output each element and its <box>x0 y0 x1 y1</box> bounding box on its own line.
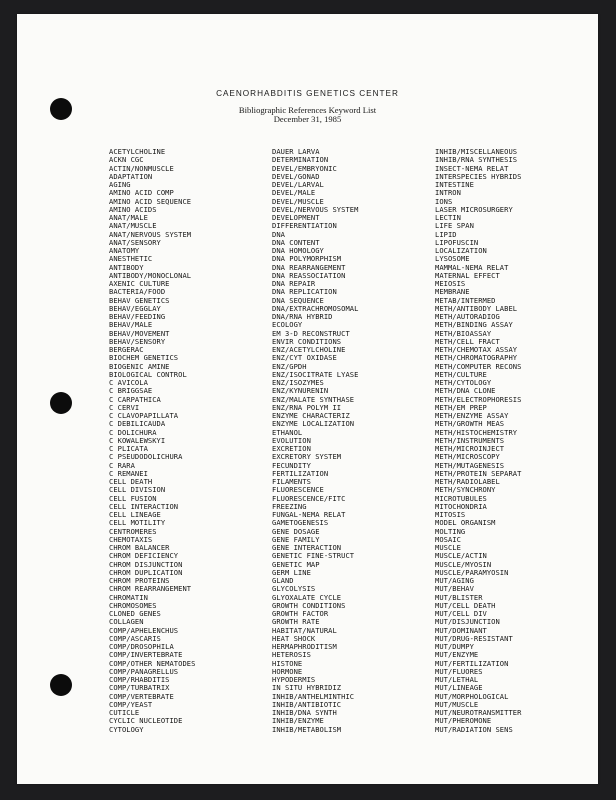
keyword-entry: METH/BINDING ASSAY <box>435 320 513 330</box>
keyword-entry: INHIB/MISCELLANEOUS <box>435 147 518 156</box>
keyword-entry: MUT/FERTILIZATION <box>435 658 509 668</box>
keyword-entry: BEHAV/MALE <box>109 320 153 330</box>
keyword-entry: CYCLIC NUCLEOTIDE <box>109 716 183 726</box>
keyword-entry: DETERMINATION <box>272 155 329 165</box>
keyword-entry: GENE INTERACTION <box>272 543 342 552</box>
keyword-entry: METH/MUTAGENESIS <box>435 460 505 470</box>
keyword-entry: METH/EM PREP <box>435 402 487 412</box>
keyword-entry: METH/CELL FRACT <box>435 336 500 346</box>
keyword-entry: MUSCLE/MYOSIN <box>435 559 492 569</box>
keyword-entry: MEIOSIS <box>435 279 466 288</box>
keyword-entry: CHROM BALANCER <box>109 543 170 552</box>
keyword-entry: CENTROMERES <box>109 526 157 536</box>
keyword-entry: IN SITU HYBRIDIZ <box>272 683 342 693</box>
keyword-entry: DNA REARRANGEMENT <box>272 262 346 272</box>
keyword-entry: EVOLUTION <box>272 435 311 445</box>
keyword-entry: GERM LINE <box>272 567 311 577</box>
keyword-entry: METH/MICROINJECT <box>435 444 505 453</box>
keyword-entry: EM 3-D RECONSTRUCT <box>272 328 350 338</box>
keyword-entry: COLLAGEN <box>109 617 144 627</box>
keyword-entry: GENETIC MAP <box>272 559 320 569</box>
keyword-entry: DNA REPLICATION <box>272 287 337 297</box>
keyword-entry: MUT/DRUG-RESISTANT <box>435 633 513 643</box>
keyword-entry: DEVEL/NERVOUS SYSTEM <box>272 204 359 214</box>
keyword-entry: DIFFERENTIATION <box>272 221 337 231</box>
keyword-entry: BEHAV/FEEDING <box>109 312 166 321</box>
keyword-entry: MUT/MUSCLE <box>435 699 479 709</box>
keyword-entry: CHROM DISJUNCTION <box>109 559 183 569</box>
keyword-entry: GENE FAMILY <box>272 534 320 544</box>
keyword-entry: COMP/DROSOPHILA <box>109 642 174 651</box>
keyword-entry: MUSCLE/PARAMYOSIN <box>435 567 509 577</box>
keyword-entry: BEHAV/SENSORY <box>109 336 166 346</box>
keyword-entry: COMP/ASCARIS <box>109 633 161 643</box>
keyword-entry: METH/ANTIBODY LABEL <box>435 303 518 313</box>
keyword-entry: AGING <box>109 180 131 189</box>
keyword-entry: CELL LINEAGE <box>109 510 161 519</box>
keyword-entry: C CLAVOPAPILLATA <box>109 411 179 420</box>
keyword-entry: METH/RADIOLABEL <box>435 477 500 486</box>
keyword-entry: METH/SYNCHRONY <box>435 485 496 495</box>
keyword-entry: METH/DNA CLONE <box>435 386 496 396</box>
keyword-entry: ENZ/ACETYLCHOLINE <box>272 345 346 354</box>
keyword-column-2 <box>272 148 358 734</box>
keyword-entry: MICROTUBULES <box>435 493 487 503</box>
document-page <box>17 14 598 784</box>
keyword-entry: GROWTH FACTOR <box>272 609 329 618</box>
keyword-entry: ENZ/KYNURENIN <box>272 386 329 396</box>
keyword-entry: ANESTHETIC <box>109 254 153 264</box>
keyword-entry: INHIB/RNA SYNTHESIS <box>435 155 518 165</box>
keyword-entry: HORMONE <box>272 666 303 676</box>
keyword-entry: ANAT/NERVOUS SYSTEM <box>109 229 192 239</box>
keyword-entry: LYSOSOME <box>435 254 470 264</box>
keyword-entry: MUT/LINEAGE <box>435 683 483 693</box>
keyword-entry: MUT/DUMPY <box>435 642 474 651</box>
keyword-entry: ACETYLCHOLINE <box>109 147 166 156</box>
keyword-entry: C PSEUDODOLICHURA <box>109 452 183 462</box>
keyword-entry: ANTIBODY/MONOCLONAL <box>109 270 192 280</box>
keyword-entry: MATERNAL EFFECT <box>435 270 500 280</box>
keyword-entry: C KOWALEWSKYI <box>109 435 166 445</box>
keyword-entry: CELL INTERACTION <box>109 501 179 511</box>
keyword-entry: ENZYME LOCALIZATION <box>272 419 355 429</box>
keyword-entry: HYPODERMIS <box>272 675 316 684</box>
keyword-entry: CELL MOTILITY <box>109 518 166 528</box>
keyword-entry: DNA REPAIR <box>272 279 316 288</box>
keyword-entry: C CERVI <box>109 402 140 412</box>
keyword-entry: INHIB/METABOLISM <box>272 724 342 734</box>
keyword-entry: MUT/ENZYME <box>435 650 479 660</box>
keyword-entry: MODEL ORGANISM <box>435 518 496 528</box>
keyword-entry: MUT/PHEROMONE <box>435 716 492 726</box>
keyword-entry: COMP/VERTEBRATE <box>109 691 174 701</box>
keyword-entry: CHROM DUPLICATION <box>109 567 183 577</box>
keyword-entry: METH/ELECTROPHORESIS <box>435 394 522 404</box>
keyword-entry: BACTERIA/FOOD <box>109 287 166 297</box>
keyword-entry: FREEZING <box>272 501 307 511</box>
keyword-entry: DEVEL/MUSCLE <box>272 196 324 206</box>
keyword-entry: MITOSIS <box>435 510 466 519</box>
keyword-entry: COMP/RHABDITIS <box>109 675 170 684</box>
keyword-entry: HETEROSIS <box>272 650 311 660</box>
keyword-entry: ACTIN/NONMUSCLE <box>109 163 174 173</box>
keyword-entry: HISTONE <box>272 658 303 668</box>
keyword-entry: ENZ/RNA POLYM II <box>272 402 342 412</box>
keyword-entry: INHIB/DNA SYNTH <box>272 708 337 717</box>
keyword-entry: C PLICATA <box>109 444 148 453</box>
document-date: December 31, 1985 <box>273 114 342 124</box>
keyword-entry: BEHAV GENETICS <box>109 295 170 305</box>
keyword-entry: FERTILIZATION <box>272 468 329 478</box>
keyword-entry: METH/PROTEIN SEPARAT <box>435 468 522 478</box>
keyword-entry: CLONED GENES <box>109 609 161 618</box>
keyword-entry: LECTIN <box>435 213 461 222</box>
keyword-entry: DEVELOPMENT <box>272 213 320 222</box>
keyword-entry: METAB/INTERMED <box>435 295 496 305</box>
keyword-entry: GENETIC FINE-STRUCT <box>272 551 355 561</box>
keyword-entry: METH/MICROSCOPY <box>435 452 500 462</box>
keyword-entry: METH/INSTRUMENTS <box>435 435 505 445</box>
keyword-entry: ACKN CGC <box>109 155 144 165</box>
keyword-entry: C BRIGGSAE <box>109 386 153 396</box>
punch-hole <box>50 392 72 414</box>
keyword-entry: MUT/BLISTER <box>435 592 483 602</box>
keyword-entry: ENZ/CYT OXIDASE <box>272 353 337 363</box>
keyword-entry: DNA/RNA HYBRID <box>272 312 333 321</box>
keyword-entry: MUT/CELL DIV <box>435 609 487 618</box>
keyword-entry: METH/CHEMOTAX ASSAY <box>435 345 518 354</box>
keyword-entry: DEVEL/LARVAL <box>272 180 324 189</box>
keyword-entry: AMINO ACIDS <box>109 204 157 214</box>
keyword-entry: CELL DEATH <box>109 477 153 486</box>
keyword-entry: INTRON <box>435 188 461 198</box>
keyword-entry: DAUER LARVA <box>272 147 320 156</box>
keyword-entry: C REMANEI <box>109 468 148 478</box>
keyword-entry: METH/HISTOCHEMISTRY <box>435 427 518 437</box>
keyword-entry: GROWTH RATE <box>272 617 320 627</box>
keyword-column-3 <box>435 148 521 734</box>
keyword-entry: GENE DOSAGE <box>272 526 320 536</box>
keyword-entry: FILAMENTS <box>272 477 311 486</box>
keyword-entry: METH/CULTURE <box>435 369 487 379</box>
keyword-entry: LOCALIZATION <box>435 246 487 255</box>
keyword-entry: METH/COMPUTER RECONS <box>435 361 522 371</box>
keyword-entry: ENZ/GPDH <box>272 361 307 371</box>
keyword-entry: CUTICLE <box>109 708 140 717</box>
keyword-entry: BEHAV/MOVEMENT <box>109 328 170 338</box>
keyword-entry: LIPID <box>435 229 457 239</box>
keyword-entry: GAMETOGENESIS <box>272 518 329 528</box>
keyword-entry: C DOLICHURA <box>109 427 157 437</box>
keyword-entry: METH/AUTORADIOG <box>435 312 500 321</box>
keyword-entry: C CARPATHICA <box>109 394 161 404</box>
keyword-entry: C RARA <box>109 460 135 470</box>
keyword-entry: MITOCHONDRIA <box>435 501 487 511</box>
keyword-entry: GROWTH CONDITIONS <box>272 600 346 610</box>
keyword-entry: LASER MICROSURGERY <box>435 204 513 214</box>
keyword-entry: MUT/DOMINANT <box>435 625 487 635</box>
keyword-entry: MOSAIC <box>435 534 461 544</box>
keyword-entry: ANAT/MALE <box>109 213 148 222</box>
keyword-entry: MUT/RADIATION SENS <box>435 724 513 734</box>
keyword-entry: MUSCLE <box>435 543 461 552</box>
keyword-entry: DNA POLYMORPHISM <box>272 254 342 264</box>
keyword-entry: COMP/TURBATRIX <box>109 683 170 693</box>
keyword-entry: EXCRETION <box>272 444 311 453</box>
keyword-entry: CHROM PROTEINS <box>109 576 170 585</box>
keyword-entry: BIOCHEM GENETICS <box>109 353 179 363</box>
keyword-entry: COMP/APHELENCHUS <box>109 625 179 635</box>
keyword-entry: HABITAT/NATURAL <box>272 625 337 635</box>
keyword-entry: DNA HOMOLOGY <box>272 246 324 255</box>
keyword-entry: CYTOLOGY <box>109 724 144 734</box>
keyword-entry: CHROMOSOMES <box>109 600 157 610</box>
keyword-entry: HERMAPHRODITISM <box>272 642 337 651</box>
subtitle-line: Bibliographic References Keyword List <box>238 105 377 115</box>
document-title: CAENORHABDITIS GENETICS CENTER <box>216 89 399 98</box>
keyword-entry: MAMMAL-NEMA RELAT <box>435 262 509 272</box>
keyword-entry: INTESTINE <box>435 180 474 189</box>
keyword-entry: BIOGENIC AMINE <box>109 361 170 371</box>
keyword-entry: COMP/OTHER NEMATODES <box>109 658 196 668</box>
keyword-entry: MUT/FLUORES <box>435 666 483 676</box>
keyword-entry: LIFE SPAN <box>435 221 474 231</box>
keyword-entry: FLUORESCENCE <box>272 485 324 495</box>
keyword-entry: ENZ/ISOZYMES <box>272 378 324 387</box>
keyword-entry: DEVEL/MALE <box>272 188 316 198</box>
keyword-entry: ENZ/MALATE SYNTHASE <box>272 394 355 404</box>
keyword-entry: IONS <box>435 196 453 206</box>
keyword-entry: DNA CONTENT <box>272 237 320 247</box>
keyword-entry: DNA REASSOCIATION <box>272 270 346 280</box>
keyword-entry: MUT/MORPHOLOGICAL <box>435 691 509 701</box>
keyword-entry: CELL DIVISION <box>109 485 166 495</box>
keyword-entry: HEAT SHOCK <box>272 633 316 643</box>
keyword-entry: FECUNDITY <box>272 460 311 470</box>
keyword-entry: METH/CHROMATOGRAPHY <box>435 353 518 363</box>
keyword-entry: MUT/CELL DEATH <box>435 600 496 610</box>
keyword-entry: ECOLOGY <box>272 320 303 330</box>
keyword-entry: INHIB/ANTHELMINTHIC <box>272 691 355 701</box>
keyword-entry: CHROMATIN <box>109 592 148 602</box>
keyword-entry: INSECT-NEMA RELAT <box>435 163 509 173</box>
keyword-entry: MUT/DISJUNCTION <box>435 617 500 627</box>
keyword-entry: GLYOXALATE CYCLE <box>272 592 342 602</box>
keyword-entry: MUT/BEHAV <box>435 584 474 594</box>
keyword-entry: ETHANOL <box>272 427 303 437</box>
keyword-entry: CHROM REARRANGEMENT <box>109 584 192 594</box>
keyword-entry: ANAT/SENSORY <box>109 237 161 247</box>
keyword-entry: CHROM DEFICIENCY <box>109 551 179 561</box>
keyword-entry: DEVEL/EMBRYONIC <box>272 163 337 173</box>
keyword-entry: C DEBILICAUDA <box>109 419 166 429</box>
keyword-entry: DNA <box>272 229 285 239</box>
keyword-entry: METH/GROWTH MEAS <box>435 419 505 429</box>
keyword-entry: ENZ/ISOCITRATE LYASE <box>272 369 359 379</box>
keyword-entry: BERGERAC <box>109 345 144 354</box>
keyword-entry: ENZYME CHARACTERIZ <box>272 411 350 420</box>
keyword-entry: COMP/YEAST <box>109 699 153 709</box>
keyword-entry: INTERSPECIES HYBRIDS <box>435 171 522 181</box>
punch-hole <box>50 674 72 696</box>
keyword-entry: AXENIC CULTURE <box>109 279 170 288</box>
document-subtitle <box>17 106 598 124</box>
keyword-entry: INHIB/ANTIBIOTIC <box>272 699 342 709</box>
keyword-entry: ENVIR CONDITIONS <box>272 336 342 346</box>
keyword-entry: ADAPTATION <box>109 171 153 181</box>
keyword-entry: FUNGAL-NEMA RELAT <box>272 510 346 519</box>
keyword-entry: DNA/EXTRACHROMOSOMAL <box>272 303 359 313</box>
keyword-entry: LIPOFUSCIN <box>435 237 479 247</box>
keyword-entry: ANTIBODY <box>109 262 144 272</box>
keyword-entry: MUSCLE/ACTIN <box>435 551 487 561</box>
keyword-entry: GLYCOLYSIS <box>272 584 316 594</box>
keyword-entry: BIOLOGICAL CONTROL <box>109 369 187 379</box>
keyword-entry: INHIB/ENZYME <box>272 716 324 726</box>
keyword-entry: METH/ENZYME ASSAY <box>435 411 509 420</box>
keyword-entry: CELL FUSION <box>109 493 157 503</box>
keyword-entry: CHEMOTAXIS <box>109 534 153 544</box>
keyword-entry: GLAND <box>272 576 294 585</box>
keyword-column-1 <box>109 148 195 734</box>
keyword-entry: EXCRETORY SYSTEM <box>272 452 342 462</box>
keyword-entry: DEVEL/GONAD <box>272 171 320 181</box>
keyword-entry: AMINO ACID COMP <box>109 188 174 198</box>
keyword-entry: ANATOMY <box>109 246 140 255</box>
keyword-entry: DNA SEQUENCE <box>272 295 324 305</box>
keyword-entry: COMP/PANAGRELLUS <box>109 666 179 676</box>
keyword-entry: AMINO ACID SEQUENCE <box>109 196 192 206</box>
keyword-entry: C AVICOLA <box>109 378 148 387</box>
keyword-entry: MOLTING <box>435 526 466 536</box>
keyword-entry: MUT/NEUROTRANSMITTER <box>435 708 522 717</box>
keyword-entry: FLUORESCENCE/FITC <box>272 493 346 503</box>
keyword-entry: MUT/LETHAL <box>435 675 479 684</box>
keyword-entry: METH/CYTOLOGY <box>435 378 492 387</box>
keyword-entry: ANAT/MUSCLE <box>109 221 157 231</box>
keyword-entry: METH/BIOASSAY <box>435 328 492 338</box>
keyword-entry: MEMBRANE <box>435 287 470 297</box>
keyword-entry: MUT/AGING <box>435 576 474 585</box>
keyword-entry: BEHAV/EGGLAY <box>109 303 161 313</box>
keyword-entry: COMP/INVERTEBRATE <box>109 650 183 660</box>
